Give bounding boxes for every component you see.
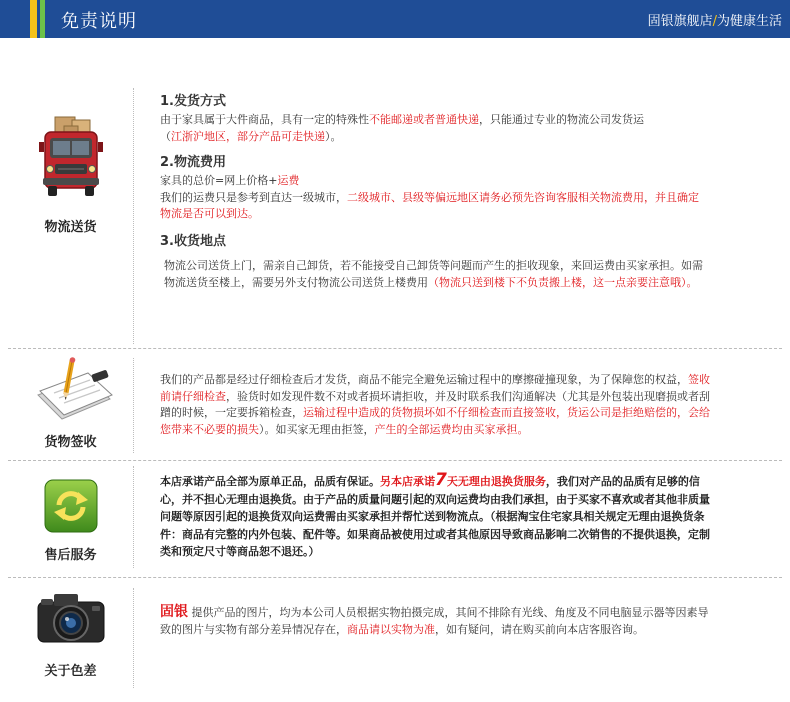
signoff-text [160,372,710,438]
shipping-method-text-c: ，只能通过专业的物流公司发货运 [479,113,644,126]
shipping-method-heading: 1.发货方式 [160,94,226,109]
delivery-location-text [164,258,704,291]
shipping-method-text [160,112,720,145]
signoff-text-c: ，验货时如发现件数不对或者损坏请拒收，并及时联系我们沟通解决（尤其是外包装出现磨损或者刮蹭的时候，一定要拆箱检查， [160,389,710,419]
shipping-cost-heading: 2.物流费用 [160,155,226,170]
document-pen-icon [8,355,133,425]
logistics-icon-wrap [8,112,133,206]
aftersale-text-e: ，我们对产品的品质有足够的信心，并不担心无理由退换货。由于产品的质量问题引起的双向运费均由我们承担，由于买家不喜欢或者其他非质量问题等原因引起的退换货双向运费需由买家承担并帮忙送到物流点。（根据淘宝住宅家具相关规定无理由退换货条件：商品有完整的内外包装、配件等。如果商品被使用过或者其他原因导致商品影响二次销售的不提供退换，定制类和预定尺寸等商品恕不退还。） [160,475,710,558]
aftersale-promise-lead: 另本店承诺 [380,475,435,488]
shipping-method-express-note: 江浙沪地区，部分产品可走快递 [171,129,325,143]
logistics-divider [133,88,134,344]
page-title: 免责说明 [61,11,137,32]
signoff-icon-wrap [8,355,133,429]
signoff-text-e: ）。如买家无理由拒签， [259,422,375,436]
signoff-damage-note: 运输过程中造成的货物损坏如不仔细检查而直接签收，货运公司是拒绝赔偿的，会给您带来不必要的损失 [160,406,710,436]
section-divider-1 [8,348,782,349]
shipping-cost-freight: 运费 [277,174,300,187]
color-diff-text [160,604,715,638]
shipping-cost-remote-note: 二级城市、县级等偏远地区请务必预先咨询客服相关物流费用，并且确定物流是否可以到达。 [160,190,699,220]
delivery-location-note: （物流只送到楼下不负责搬上楼，这一点亲要注意哦）。 [428,275,698,289]
delivery-location-heading: 3.收货地点 [160,234,226,249]
delivery-truck-icon [8,112,133,202]
brand-slash: / [712,14,717,29]
color-diff-text-c: ，如有疑问，请在购买前向本店客服咨询。 [435,622,644,636]
section-divider-2 [8,460,782,461]
logistics-label: 物流送货 [44,220,97,235]
shipping-cost-text [160,173,705,223]
aftersale-divider [133,466,134,568]
header-bar [0,0,790,38]
shipping-method-text-d: （ [160,129,171,143]
aftersale-seven-days: 7 [435,470,447,490]
shipping-method-highlight: 不能邮递或者普通快递 [369,113,479,126]
color-diff-divider [133,588,134,688]
aftersale-label: 售后服务 [44,548,97,563]
shipping-cost-text-c: 我们的运费只是参考到直达一级城市， [160,190,347,204]
color-diff-label: 关于色差 [44,664,97,679]
brand-tagline [648,10,782,29]
brand-slogan: 为健康生活 [716,14,782,29]
section-divider-3 [8,577,782,578]
camera-icon [8,588,133,648]
aftersale-text [160,472,715,561]
signoff-label: 货物签收 [44,435,97,450]
shipping-method-text-f: ）。 [325,129,342,143]
green-accent-stripe [40,0,45,38]
shipping-method-text-a: 由于家具属于大件商品，具有一定的特殊性 [160,113,369,126]
aftersale-text-a: 本店承诺产品全部为原单正品，品质有保证。 [160,475,380,488]
color-diff-text-a: 提供产品的图片，均为本公司人员根据实物拍摄完成，其间不排除有光线、角度及不同电脑显示器等因素导致的图片与实物有部分差异情况存在， [160,606,709,636]
shipping-cost-formula: 家具的总价=网上价格+ [160,174,278,187]
signoff-text-a: 我们的产品都是经过仔细检查后才发货，商品不能完全避免运输过程中的摩擦碰撞现象，为了保障您的权益， [160,373,688,386]
color-diff-brand: 固银 [160,604,188,620]
delivery-location-text-a: 物流公司送货上门，需亲自己卸货，若不能接受自己卸货等问题而产生的拒收现象，来回运费由买家承担。如需物流送货至楼上，需要另外支付物流公司送货上楼费用 [164,259,703,289]
signoff-freight-note: 产生的全部运费均由买家承担。 [374,422,529,436]
aftersale-icon-wrap [8,478,133,540]
signoff-inspect-note: 签收前请仔细检查 [160,373,710,403]
yellow-accent-stripe [30,0,37,38]
signoff-divider [133,358,134,453]
brand-store-name: 固银旗舰店 [647,14,713,29]
aftersale-return-service: 天无理由退换货服务 [446,475,546,488]
color-diff-icon-wrap [8,588,133,652]
color-diff-real-object-note: 商品请以实物为准 [347,622,435,636]
refresh-arrows-icon [8,478,133,536]
